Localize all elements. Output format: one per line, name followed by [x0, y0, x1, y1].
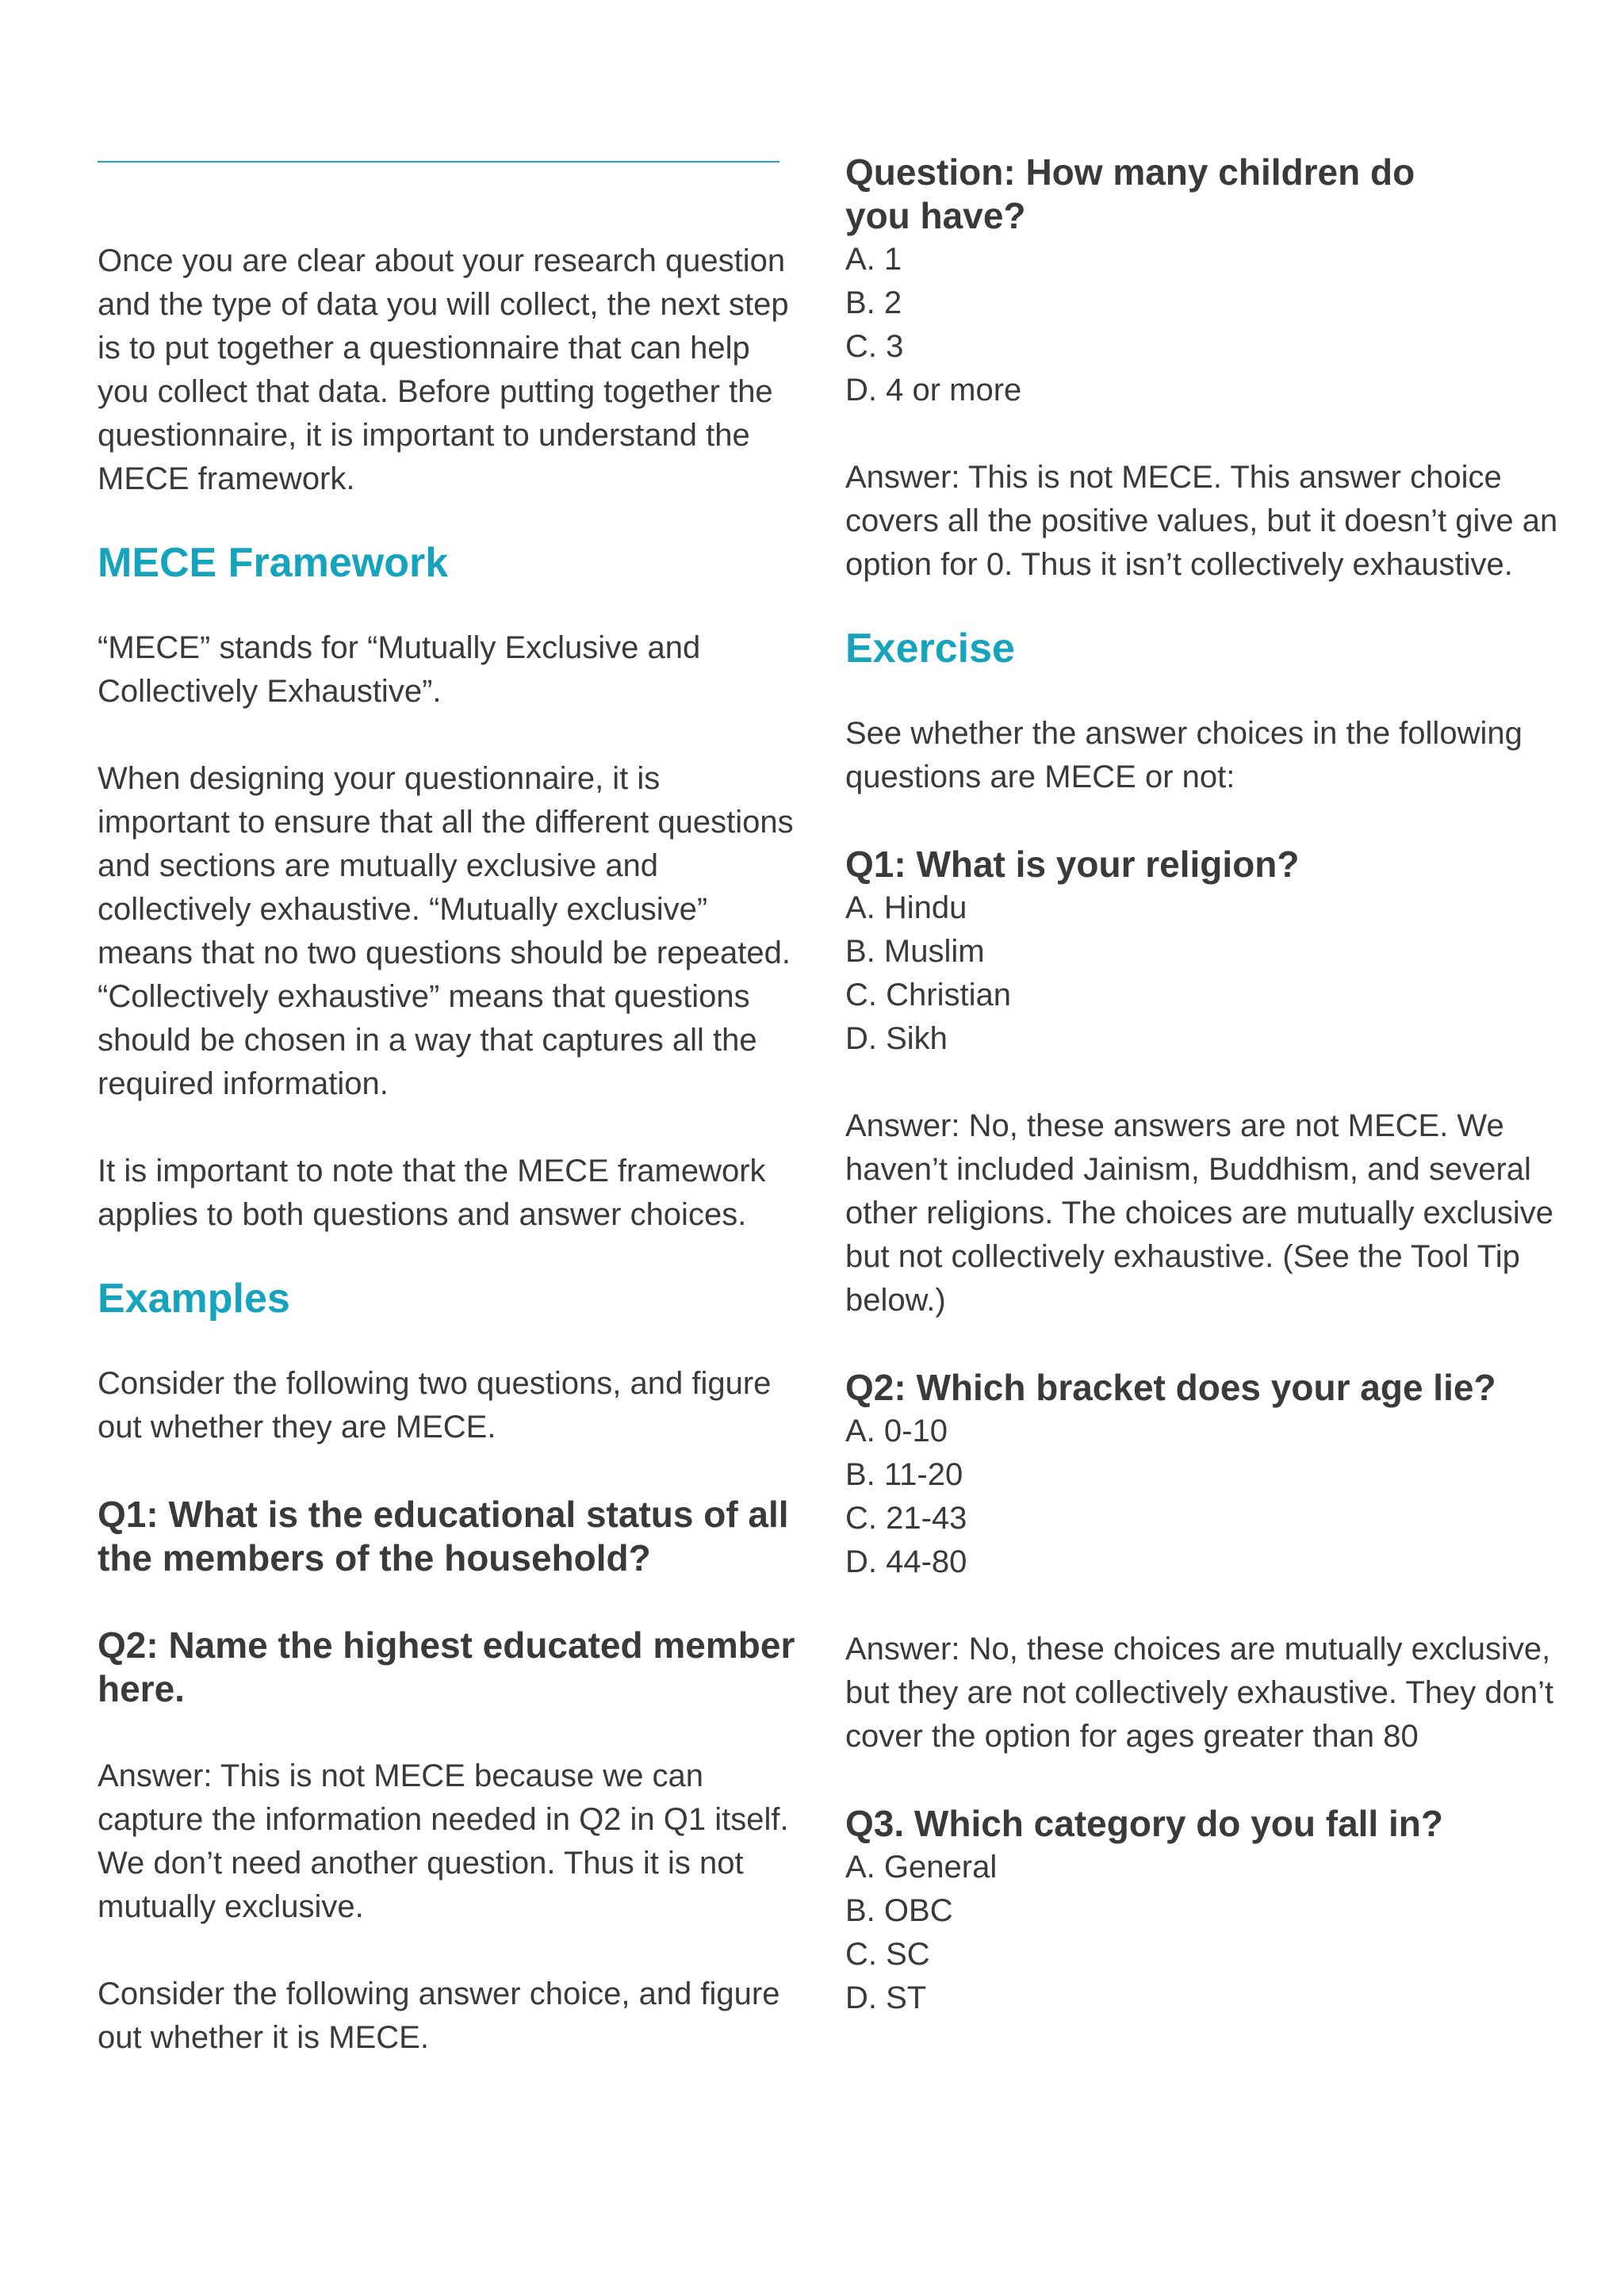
example-question-2: Q2: Name the highest educated member here.	[98, 1624, 795, 1709]
examples-heading: Examples	[98, 1276, 290, 1322]
option-item: A. 1	[845, 242, 902, 277]
mece-framework-heading: MECE Framework	[98, 540, 449, 586]
example-children-options	[845, 238, 1559, 412]
option-item: B. 11-20	[845, 1457, 963, 1492]
mece-explanation: When designing your questionnaire, it is important to ensure that all the different questions and sections are mutually exclusive and collectively exhaustive. “Mutually exclusive” means that no two questions should be repeated. “Collectively exhaustive” means that questions should be chosen in a way that captures all the required information.	[98, 761, 794, 1101]
option-item: D. ST	[845, 1980, 927, 2015]
option-item: A. Hindu	[845, 890, 967, 925]
right-column	[845, 151, 1559, 2020]
consider-answer-choice: Consider the following answer choice, and figure out whether it is MECE.	[98, 1976, 780, 2055]
option-item: D. 44-80	[845, 1544, 967, 1579]
example-children-answer: Answer: This is not MECE. This answer choice covers all the positive values, but it doesn’t give an option for 0. Thus it isn’t collectively exhaustive.	[845, 460, 1558, 582]
example-question-1: Q1: What is the educational status of all the members of the household?	[98, 1494, 789, 1578]
option-item: A. 0-10	[845, 1414, 948, 1448]
exercise-answer-2: Answer: No, these choices are mutually exclusive, but they are not collectively exhaustive. They don’t cover the option for ages greater than 80	[845, 1632, 1554, 1754]
exercise-q3-options	[845, 1846, 1559, 2020]
exercise-heading: Exercise	[845, 626, 1015, 672]
exercise-q1-options	[845, 886, 1559, 1061]
option-item: B. OBC	[845, 1893, 953, 1928]
examples-intro: Consider the following two questions, and figure out whether they are MECE.	[98, 1366, 772, 1445]
option-item: A. General	[845, 1850, 998, 1885]
example-children-question: Question: How many children do you have?	[845, 151, 1415, 236]
exercise-question-1: Q1: What is your religion?	[845, 844, 1300, 885]
mece-note: It is important to note that the MECE framework applies to both questions and answer choices.	[98, 1154, 766, 1232]
option-item: B. 2	[845, 285, 902, 320]
exercise-question-2: Q2: Which bracket does your age lie?	[845, 1367, 1496, 1408]
mece-definition: “MECE” stands for “Mutually Exclusive and Collectively Exhaustive”.	[98, 630, 701, 709]
exercise-q2-options	[845, 1410, 1559, 1584]
option-item: D. Sikh	[845, 1021, 948, 1056]
top-divider	[98, 161, 779, 163]
left-column	[98, 239, 795, 2060]
option-item: C. 3	[845, 329, 904, 364]
option-item: C. 21-43	[845, 1501, 967, 1536]
intro-paragraph: Once you are clear about your research question and the type of data you will collect, the next step is to put together a questionnaire that can help you collect that data. Before putting together the questionnaire, it is important to understand the MECE framework.	[98, 243, 789, 496]
exercise-question-3: Q3. Which category do you fall in?	[845, 1803, 1443, 1844]
exercise-answer-1: Answer: No, these answers are not MECE. We haven’t included Jainism, Buddhism, and several other religions. The choices are mutually exclusive but not collectively exhaustive. (See the Tool Tip below.)	[845, 1108, 1554, 1318]
option-item: C. Christian	[845, 978, 1011, 1012]
exercise-intro: See whether the answer choices in the following questions are MECE or not:	[845, 716, 1522, 794]
option-item: D. 4 or more	[845, 373, 1022, 408]
option-item: B. Muslim	[845, 934, 985, 969]
option-item: C. SC	[845, 1937, 930, 1972]
example-answer-1: Answer: This is not MECE because we can capture the information needed in Q2 in Q1 itself. We don’t need another question. Thus it is not mutually exclusive.	[98, 1758, 789, 1924]
